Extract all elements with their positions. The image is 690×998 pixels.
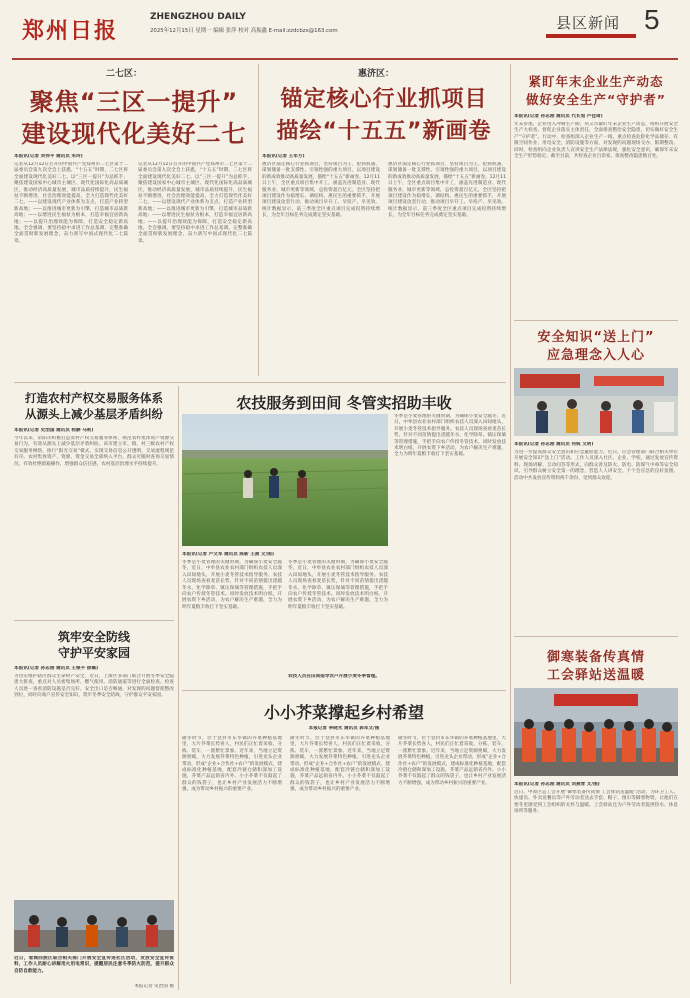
article-byline: 本报记者 李晓光 通讯员 郭军文/图 [308, 726, 380, 731]
article-body-col2: 隆冬时节，位于登封市东华镇的芥菜种植基地里，大片芥菜长势喜人，村民们正忙着采收、分拣、装车，一派繁忙景象。近年来，当地立足资源禀赋，大力发展芥菜特色种植，引进龙头企业带动，形成“企业+合作社+农户”的发展模式，建成标准化种植基地，配套冷链仓储和深加工设施，芥菜产品远销省内外。小小芥菜不仅鼓起了群众的钱袋子，也让乡村产业发展活力不断增强，成为带动乡村振兴的重要产业。 [290, 736, 390, 793]
article-kicker: 惠济区： [358, 69, 395, 79]
article-winter-gear [514, 640, 678, 990]
article-byline: 本报讯(记者 史治国 通讯员 杨静 马莉) [14, 428, 94, 433]
workers-gathering-photo-art [514, 688, 678, 776]
article-byline: 本报讯(记者 卢文军 通讯员 陈新 王燕 文/图) [182, 552, 274, 557]
column-divider [510, 64, 511, 984]
article-safety-line [14, 624, 174, 994]
dateline: 2025年12月15日 星期一 编辑 张萍 校对 高振鑫 E-mail:zzdcbzx@163.com [150, 28, 338, 34]
article-headline: 安全知识“送上门” [537, 330, 655, 345]
photo-credit: 本报记者 史治国 摄 [134, 984, 174, 989]
masthead-rule [12, 58, 678, 60]
article-headline: 锚定核心行业抓项目 [280, 87, 488, 112]
article-headline: 农技服务到田间 冬管实招助丰收 [236, 394, 452, 412]
article-body: 为进一步提高群众安全意识和应急避险能力，近日，应急管理部门联合相关单位开展安全知识“送上门”活动。工作人员深入社区、企业、学校，通过发放宣传资料、现场讲解、互动问答等形式，向群众普及防火、防电、防煤气中毒等安全知识，引导群众树立安全第一的理念，营造人人讲安全、个个会应急的良好氛围。活动中共发放宣传资料两千余份，受到群众欢迎。 [514, 450, 678, 481]
article-safety-production [514, 66, 678, 316]
article-huiji [262, 62, 506, 380]
article-kicker: 二七区： [106, 69, 143, 79]
article-body: 年末岁尾，企业进入冲刺生产期，巩义市紧盯年末企业生产动态，组织开展安全生产大检查，督促企业落实主体责任，全面排查整治安全隐患，切实做好安全生产“守护者”。行动中，检查组深入企业生产一线，重点检查危险化学品储存、有限空间作业、用电安全、消防设施等方面，对发现的问题现场交办、限期整改。同时，检查组向企业负责人宣讲安全生产法律法规，强化安全意识，确保年末安全生产形势稳定。截至目前，共检查企业百余家，排查整改隐患数百处。 [514, 122, 678, 160]
article-body-col2: 记者从12月12日召开的中国共产党郑州市二七区第十二届委员会第九次全会上获悉，“十五五”时期，二七区将全面建设现代化美好二七。以“三区一提升”为总抓手，聚焦建设国家中心城市主城区、现代化国际化高品质城区，推动经济高质量发展，城市品质持续提升，民生福祉不断增进，社会治理效能提高，全力打造现代化美好二七。——以建设现代产业体系为支点，打造产业转型新高地；——以推进城市更新为引擎，打造城市品质新高地；——以增进民生福祉为根本，打造幸福宜居新高地；——以提升治理效能为保障，打造安全稳定新高地。全会强调，要坚持稳中求进工作总基调，完整准确全面贯彻新发展理念，奋力谱写中国式现代化二七篇章。 [138, 162, 252, 244]
wheat-field-photo-art [182, 414, 388, 546]
article-body: 今年以来，荥阳市积极打造农村产权交易服务体系，规范农村集体资产资源交易行为，有效从源头上减少基层矛盾纠纷。该市建立市、镇、村三级农村产权交易服务网络，推行“阳光交易”模式，实现交易信息公开透明、交易流程规范有序。农村集体资产、资源、资金交易全部纳入平台，群众可随时查询交易情况，有效杜绝暗箱操作，增强群众信任感，农村基层治理水平持续提升。 [14, 436, 174, 467]
article-safety-knowledge [514, 324, 678, 634]
article-byline: 本报讯(记者 孙志刚 通讯员 代长旭 卢佳琦) [514, 114, 603, 119]
article-headline: 筑牢安全防线 [57, 630, 130, 644]
article-byline: 本报讯(记者 王军方) [262, 154, 305, 159]
column-divider [178, 386, 179, 990]
wheat-field-photo [182, 414, 388, 546]
article-byline: 本报讯(记者 孙志刚 通讯员 何锐 文明) [514, 442, 594, 447]
article-headline-2: 描绘“十五五”新画卷 [276, 119, 492, 144]
article-body: 冬季是小麦管理的关键时期，为确保小麦安全越冬，近日，中牟县农业农村部门组织农技人员深入田间地头，开展小麦冬管技术指导服务。农技人员现场查看麦苗长势，针对不同苗情提出浇越冬水、化学除草、镇压保墒等管理措施，手把手向农户传授冬管技术。同时发放技术明白纸，开展农资下乡活动，为农户解决生产难题，全力为明年夏粮丰收打下坚实基础。 [182, 560, 282, 610]
article-headline-2: 应急理念入人心 [546, 348, 645, 363]
section-tab [546, 34, 636, 38]
article-headline-2: 工会驿站送温暖 [546, 668, 645, 683]
article-body: 近日，中原区总工会开展“御寒装备传真情 工会驿站送温暖”活动，为环卫工人、快递员、外卖送餐员等户外劳动者送去手套、帽子、围巾等御寒物资，让他们在寒冬里感受到工会组织的关怀与温暖。工会驿站还为户外劳动者提供热水、休息场所等服务。 [514, 790, 678, 815]
article-agri-service [182, 386, 506, 686]
article-headline-2: 做好安全生产“守护者” [526, 92, 666, 107]
article-body-col2: 惠济区锚定核心行业抓项目，坚持项目为王，抢抓机遇，谋划储备一批支撑性、引领性强的重大项目，以项目建设的新成效推动高质量发展，描绘“十五五”新画卷。12月11日上午，全区重点项目集中开工，涵盖先进制造业、现代服务业、城市更新等领域，总投资超百亿元。全区坚持把项目建设作为稳增长、调结构、惠民生的重要抓手，开展项目建设攻坚行动，推动项目早开工、早投产、早见效。统计数据显示，前三季度全区重点项目完成投资持续增长，为全年目标任务完成奠定坚实基础。 [388, 162, 506, 219]
section-divider [182, 690, 506, 691]
article-headline-2: 建设现代化美好二七 [21, 120, 247, 148]
photo-caption: 近日，管城回族区联合相关部门开展安全宣传进社区活动，发放安全宣传资料，工作人员耐心讲解用火用电常识，提醒居民注意冬季防火防范，提升群众自防自救能力。 [14, 956, 174, 974]
article-body: 惠济区锚定核心行业抓项目，坚持项目为王，抢抓机遇，谋划储备一批支撑性、引领性强的重大项目，以项目建设的新成效推动高质量发展，描绘“十五五”新画卷。12月11日上午，全区重点项目集中开工，涵盖先进制造业、现代服务业、城市更新等领域，总投资超百亿元。全区坚持把项目建设作为稳增长、调结构、惠民生的重要抓手，开展项目建设攻坚行动，推动项目早开工、早投产、早见效。统计数据显示，前三季度全区重点项目完成投资持续增长，为全年目标任务完成奠定坚实基础。 [262, 162, 380, 219]
article-headline-2: 从源头上减少基层矛盾纠纷 [25, 407, 163, 421]
masthead [0, 0, 690, 58]
article-headline: 聚焦“三区一提升” [29, 88, 239, 116]
section-name: 县区新闻 [556, 14, 621, 32]
photo-caption: 农技人员在田间指导农户开展小麦冬季管理。 [288, 674, 380, 679]
article-body: 隆冬时节，位于登封市东华镇的芥菜种植基地里，大片芥菜长势喜人，村民们正忙着采收、分拣、装车，一派繁忙景象。近年来，当地立足资源禀赋，大力发展芥菜特色种植，引进龙头企业带动，形成“企业+合作社+农户”的发展模式，建成标准化种植基地，配套冷链仓储和深加工设施，芥菜产品远销省内外。小小芥菜不仅鼓起了群众的钱袋子，也让乡村产业发展活力不断增强，成为带动乡村振兴的重要产业。 [182, 736, 282, 793]
article-headline: 御寒装备传真情 [546, 650, 645, 665]
article-headline: 紧盯年末企业生产动态 [528, 74, 664, 89]
section-divider [514, 636, 678, 637]
article-rural-property [14, 386, 174, 618]
article-headline-2: 守护平安家园 [57, 646, 130, 660]
section-divider [14, 620, 174, 621]
section-divider [514, 320, 678, 321]
article-mustard [182, 694, 506, 990]
article-body: 为切实维护辖区群众生命财产安全，近日，上街区多部门联合开展冬季安全隐患大排查，重点对人员密集场所、燃气使用、消防通道等进行全面检查。检查人员逐一查看消防设施是否完好、安全出口是否畅通，对发现的问题督促整改到位，同时向商户宣传安全知识，筑牢冬季安全防线，守护群众平安家园。 [14, 674, 174, 699]
page-number: 5 [644, 4, 660, 35]
residents-photo [14, 900, 174, 952]
section-divider [14, 382, 506, 383]
newspaper-pinyin: ZHENGZHOU DAILY [150, 12, 246, 22]
article-body-col3: 隆冬时节，位于登封市东华镇的芥菜种植基地里，大片芥菜长势喜人，村民们正忙着采收、分拣、装车，一派繁忙景象。近年来，当地立足资源禀赋，大力发展芥菜特色种植，引进龙头企业带动，形成“企业+合作社+农户”的发展模式，建成标准化种植基地，配套冷链仓储和深加工设施，芥菜产品远销省内外。小小芥菜不仅鼓起了群众的钱袋子，也让乡村产业发展活力不断增强，成为带动乡村振兴的重要产业。 [398, 736, 506, 786]
article-byline: 本报讯(记者 孙志刚 通讯员 刘燕青 文/图) [514, 782, 600, 787]
newspaper-logo: 郑州日报 [22, 18, 119, 44]
column-divider [258, 64, 259, 376]
article-body: 记者从12月12日召开的中国共产党郑州市二七区第十二届委员会第九次全会上获悉，“十五五”时期，二七区将全面建设现代化美好二七。以“三区一提升”为总抓手，聚焦建设国家中心城市主城区、现代化国际化高品质城区，推动经济高质量发展，城市品质持续提升，民生福祉不断增进，社会治理效能提高，全力打造现代化美好二七。——以建设现代产业体系为支点，打造产业转型新高地；——以推进城市更新为引擎，打造城市品质新高地；——以增进民生福祉为根本，打造幸福宜居新高地；——以提升治理效能为保障，打造安全稳定新高地。全会强调，要坚持稳中求进工作总基调，完整准确全面贯彻新发展理念，奋力谱写中国式现代化二七篇章。 [14, 162, 128, 244]
article-erqi [14, 62, 254, 380]
safety-event-photo [514, 368, 678, 436]
article-headline: 小小芥菜撑起乡村希望 [263, 703, 424, 722]
article-body-col2: 冬季是小麦管理的关键时期，为确保小麦安全越冬，近日，中牟县农业农村部门组织农技人员深入田间地头，开展小麦冬管技术指导服务。农技人员现场查看麦苗长势，针对不同苗情提出浇越冬水、化学除草、镇压保墒等管理措施，手把手向农户传授冬管技术。同时发放技术明白纸，开展农资下乡活动，为农户解决生产难题，全力为明年夏粮丰收打下坚实基础。 [288, 560, 388, 610]
safety-event-photo-art [514, 368, 678, 436]
article-headline: 打造农村产权交易服务体系 [25, 391, 163, 405]
article-byline: 本报讯(记者 刘伟平 通讯员 朱玲) [14, 154, 83, 159]
residents-photo-art [14, 900, 174, 952]
article-body-right: 冬季是小麦管理的关键时期，为确保小麦安全越冬，近日，中牟县农业农村部门组织农技人员深入田间地头，开展小麦冬管技术指导服务。农技人员现场查看麦苗长势，针对不同苗情提出浇越冬水、化学除草、镇压保墒等管理措施，手把手向农户传授冬管技术。同时发放技术明白纸，开展农资下乡活动，为农户解决生产难题，全力为明年夏粮丰收打下坚实基础。 [394, 414, 506, 458]
article-byline: 本报讯(记者 孙志刚 通讯员 王银平 徐璐) [14, 666, 99, 671]
workers-gathering-photo [514, 688, 678, 776]
